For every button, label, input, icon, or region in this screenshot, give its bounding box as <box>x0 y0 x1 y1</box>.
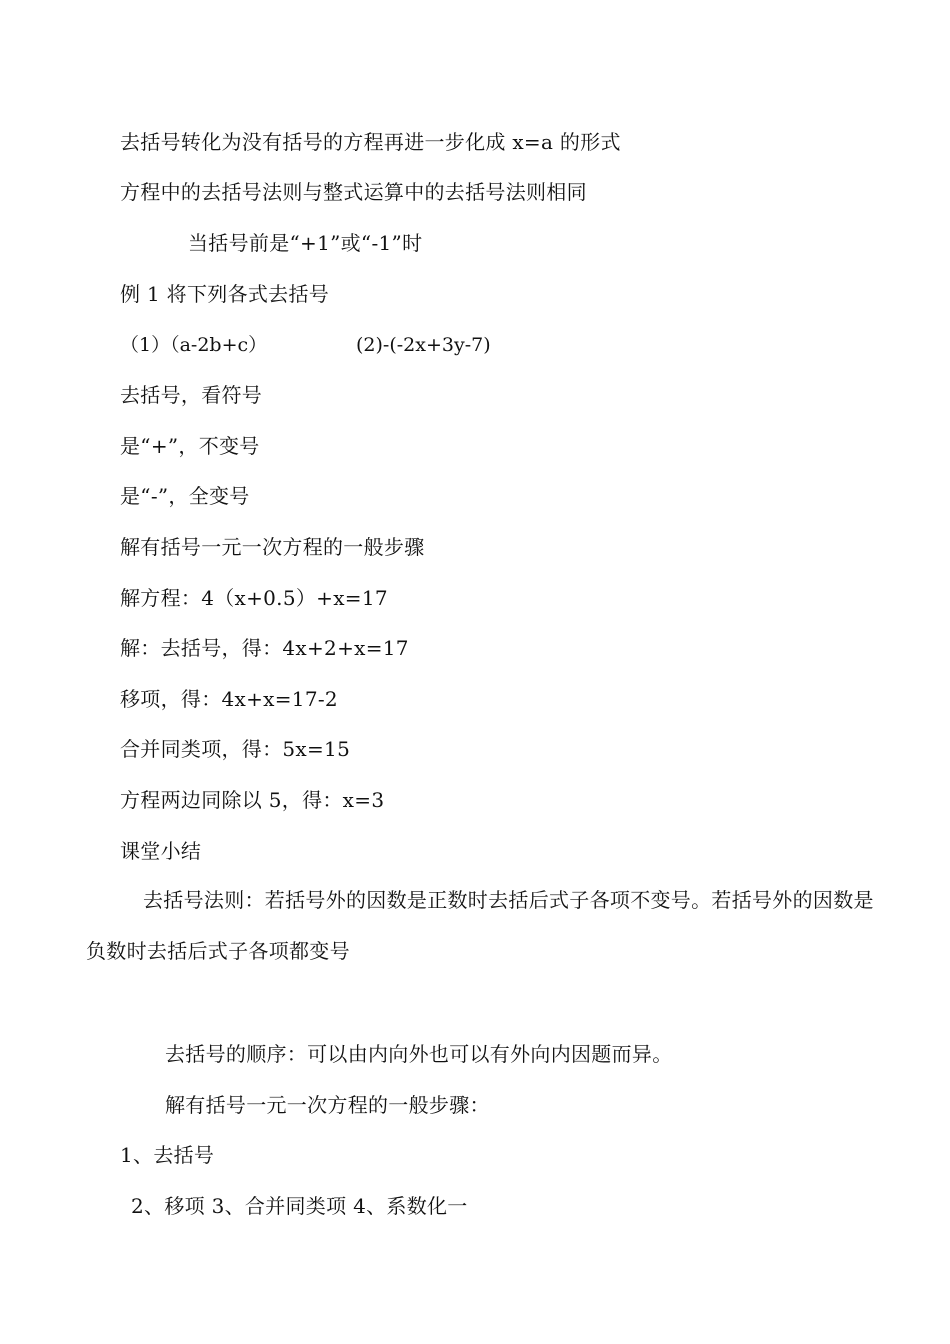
minus-rule-line: 是“-”，全变号 <box>120 484 250 508</box>
solution-step-4: 方程两边同除以 5，得：x=3 <box>120 788 385 812</box>
example-item-2: (2)-(-2x+3y-7) <box>356 334 491 356</box>
mnemonic-line: 去括号，看符号 <box>120 383 263 407</box>
order-line: 去括号的顺序：可以由内向外也可以有外向内因题而异。 <box>165 1042 673 1066</box>
general-steps-heading: 解有括号一元一次方程的一般步骤： <box>165 1093 490 1117</box>
solution-step-3: 合并同类项，得：5x=15 <box>120 737 351 761</box>
step-list-2-4: 2、移项 3、合并同类项 4、系数化一 <box>131 1194 468 1218</box>
summary-paragraph: 去括号法则：若括号外的因数是正数时去括后式子各项不变号。若括号外的因数是负数时去括后式子各项都变号 <box>86 888 874 963</box>
sign-condition-line: 当括号前是“+1”或“-1”时 <box>188 231 423 255</box>
solution-step-2: 移项，得：4x+x=17-2 <box>120 687 338 711</box>
steps-heading: 解有括号一元一次方程的一般步骤 <box>120 535 425 559</box>
rule-same-line: 方程中的去括号法则与整式运算中的去括号法则相同 <box>120 180 587 204</box>
step-list-1: 1、去括号 <box>120 1143 215 1167</box>
plus-rule-line: 是“+”，不变号 <box>120 434 260 458</box>
intro-line: 去括号转化为没有括号的方程再进一步化成 x=a 的形式 <box>120 130 621 154</box>
example-item-1: （1）（a-2b+c） <box>120 334 268 356</box>
example-heading: 例 1 将下列各式去括号 <box>120 282 330 306</box>
equation-line: 解方程：4（x+0.5）+x=17 <box>120 586 388 610</box>
solution-step-1: 解：去括号，得：4x+2+x=17 <box>120 636 409 660</box>
summary-heading: 课堂小结 <box>120 839 202 863</box>
